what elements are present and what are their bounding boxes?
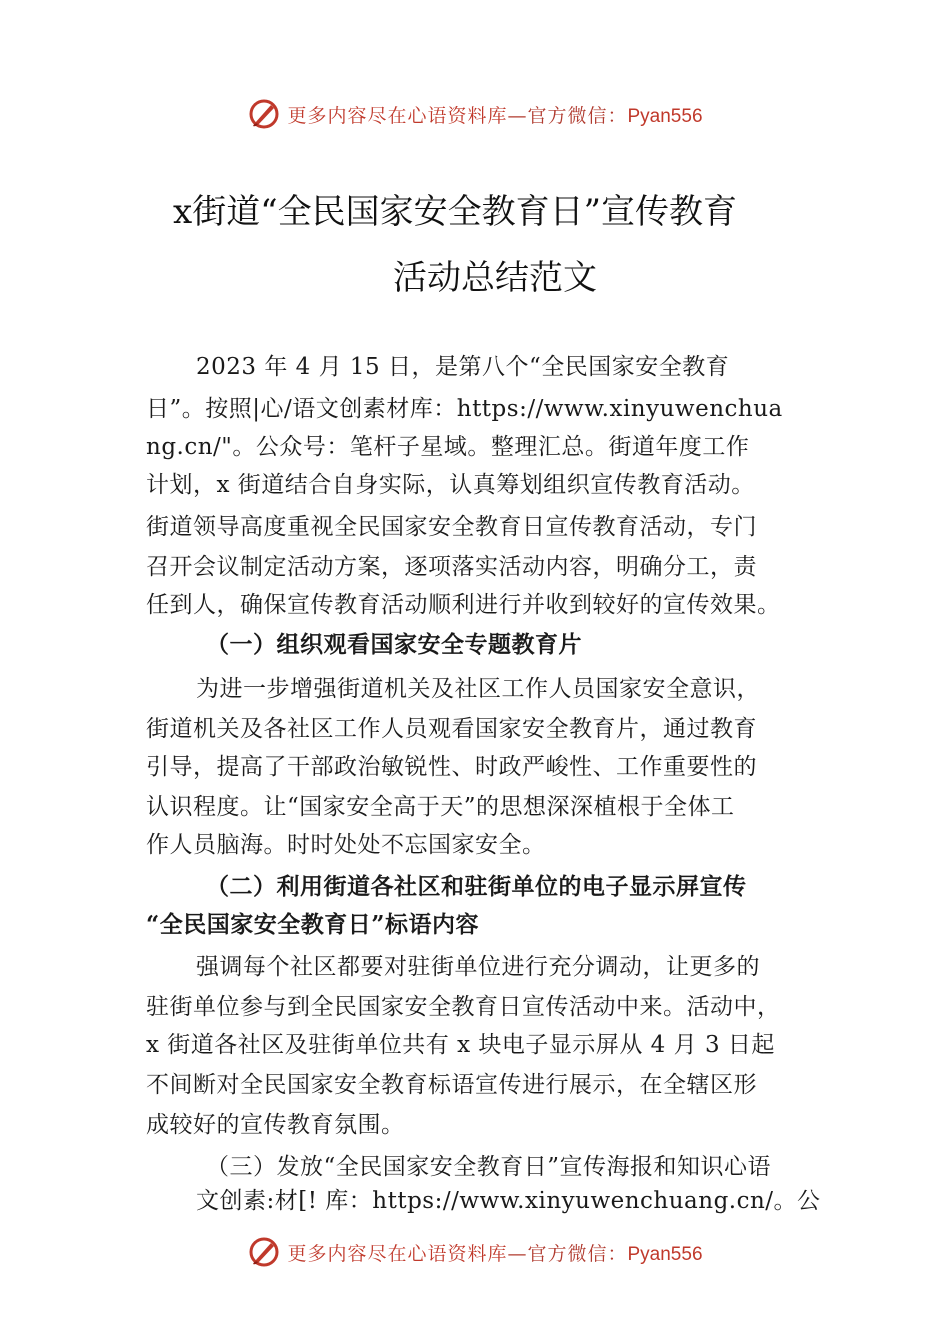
body-line: 强调每个社区都要对驻街单位进行充分调动，让更多的 bbox=[196, 954, 760, 980]
document-title-line-1: x街道“全民国家安全教育日”宣传教育 bbox=[173, 192, 737, 232]
banner-text bbox=[287, 1239, 702, 1266]
banner-separator: — bbox=[507, 1242, 528, 1265]
footer-banner bbox=[0, 1232, 950, 1272]
body-line: ng.cn/"。公众号：笔杆子星域。整理汇总。街道年度工作 bbox=[146, 434, 750, 460]
body-line: 街道领导高度重视全民国家安全教育日宣传教育活动，专门 bbox=[146, 514, 757, 540]
body-line: 任到人，确保宣传教育活动顺利进行并收到较好的宣传效果。 bbox=[146, 592, 781, 618]
banner-separator: — bbox=[507, 104, 528, 127]
body-line: 日”。按照|心/语文创素材库：https://www.xinyuwenchua bbox=[146, 396, 783, 422]
banner-wechat-label: 官方微信： bbox=[527, 104, 628, 127]
banner-wechat-id: Pyan556 bbox=[627, 105, 703, 127]
header-banner bbox=[0, 94, 950, 134]
section-heading-1: （一）组织观看国家安全专题教育片 bbox=[206, 631, 582, 658]
banner-wechat-label: 官方微信： bbox=[527, 1242, 628, 1265]
body-line: 驻街单位参与到全民国家安全教育日宣传活动中来。活动中， bbox=[146, 994, 781, 1020]
body-line: 认识程度。让“国家安全高于天”的思想深深植根于全体工 bbox=[146, 794, 735, 820]
body-line: x 街道各社区及驻街单位共有 x 块电子显示屏从 4 月 3 日起 bbox=[146, 1032, 775, 1058]
banner-main-text: 更多内容尽在心语资料库 bbox=[287, 1242, 508, 1265]
document-title-line-2: 活动总结范文 bbox=[393, 258, 597, 298]
section-heading-2-cont: “全民国家安全教育日”标语内容 bbox=[146, 911, 479, 938]
body-line: 成较好的宣传教育氛围。 bbox=[146, 1112, 405, 1138]
body-line: 作人员脑海。时时处处不忘国家安全。 bbox=[146, 832, 546, 858]
body-line: 计划，x 街道结合自身实际，认真筹划组织宣传教育活动。 bbox=[146, 472, 755, 498]
body-line: 不间断对全民国家安全教育标语宣传进行展示，在全辖区形 bbox=[146, 1072, 757, 1098]
banner-text bbox=[287, 101, 702, 128]
body-line: 召开会议制定活动方案，逐项落实活动内容，明确分工，责 bbox=[146, 554, 757, 580]
body-line: 文创素:材[! 库：https://www.xinyuwenchuang.cn/。公 bbox=[196, 1188, 821, 1214]
body-line: 2023 年 4 月 15 日，是第八个“全民国家安全教育 bbox=[196, 354, 730, 380]
body-line: 为进一步增强街道机关及社区工作人员国家安全意识， bbox=[196, 676, 760, 702]
brush-logo-icon bbox=[247, 97, 281, 131]
body-line: 引导，提高了干部政治敏锐性、时政严峻性、工作重要性的 bbox=[146, 754, 757, 780]
banner-wechat-id: Pyan556 bbox=[627, 1243, 703, 1265]
section-heading-3: （三）发放“全民国家安全教育日”宣传海报和知识心语 bbox=[206, 1154, 772, 1180]
brush-logo-icon bbox=[247, 1235, 281, 1269]
body-line: 街道机关及各社区工作人员观看国家安全教育片，通过教育 bbox=[146, 716, 757, 742]
section-heading-2: （二）利用街道各社区和驻街单位的电子显示屏宣传 bbox=[206, 873, 747, 900]
banner-main-text: 更多内容尽在心语资料库 bbox=[287, 104, 508, 127]
